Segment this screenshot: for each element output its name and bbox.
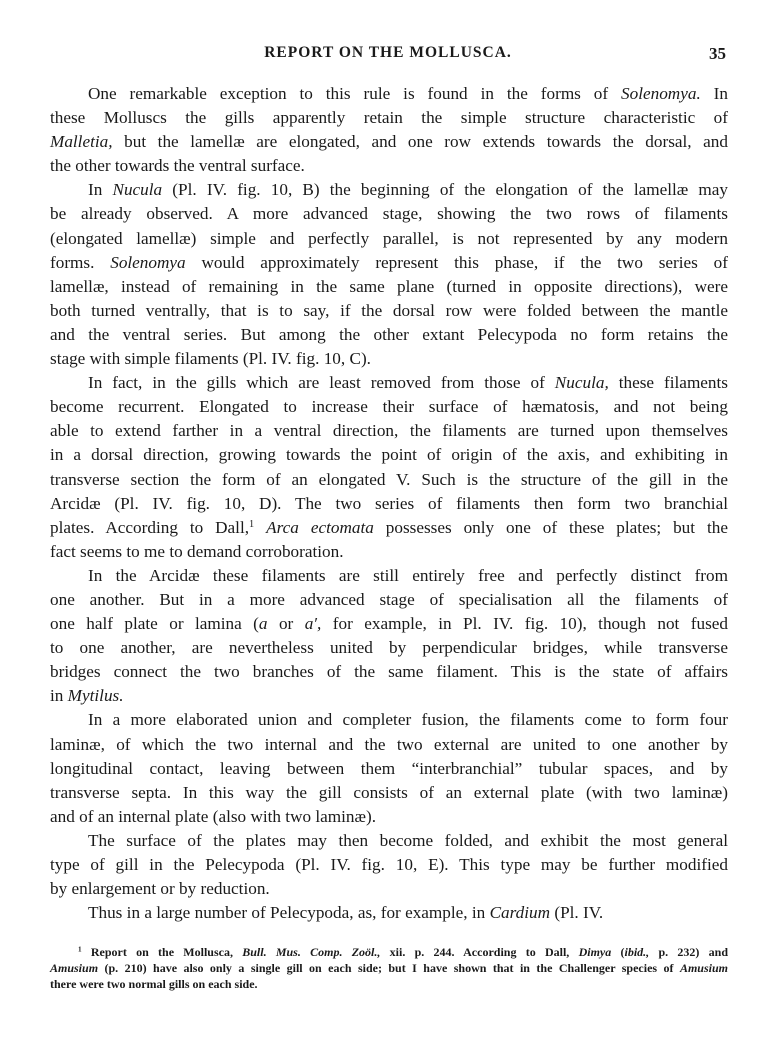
- italic-text: a′,: [304, 614, 322, 634]
- text-line: [50, 419, 728, 443]
- paragraph: [50, 829, 728, 901]
- text-run: by enlargement or by reduction.: [50, 879, 270, 899]
- italic-text: Dimya: [578, 945, 612, 959]
- text-line: [50, 154, 728, 178]
- text-run: and the ventral series. But among the other extant Pelecypoda no form retains the: [50, 324, 728, 344]
- text-run: Arcidæ (Pl. IV. fig. 10, D). The two series of filaments then form two branchial: [50, 493, 728, 513]
- text-run: in a dorsal direction, growing towards the point of origin of the axis, and exhibiting in: [50, 445, 728, 465]
- text-run: possesses only one of these plates; but the: [373, 517, 728, 537]
- text-line: [50, 660, 728, 684]
- running-head: REPORT ON THE MOLLUSCA.: [264, 44, 512, 61]
- footnote-line: [50, 960, 728, 976]
- text-line: [50, 564, 728, 588]
- italic-text: Amusium: [679, 961, 728, 975]
- text-run: (Pl. IV.: [550, 903, 604, 923]
- paragraph: [50, 371, 728, 564]
- text-run: for example, in Pl. IV. fig. 10), though not fused: [321, 614, 728, 634]
- text-line: [50, 130, 728, 154]
- italic-text: ibid.,: [624, 945, 650, 959]
- paragraph: [50, 178, 728, 371]
- text-line: [50, 202, 728, 226]
- text-run: in: [50, 686, 68, 706]
- text-run: In fact, in the gills which are least removed from those of: [88, 373, 555, 393]
- text-line: [50, 877, 728, 901]
- paragraph: [50, 82, 728, 178]
- text-line: [50, 395, 728, 419]
- text-line: [50, 733, 728, 757]
- text-line: [50, 901, 728, 925]
- italic-text: Malletia,: [50, 132, 113, 152]
- text-run: be already observed. A more advanced stage, showing the two rows of filaments: [50, 204, 728, 224]
- text-line: [50, 82, 728, 106]
- text-line: [50, 371, 728, 395]
- text-line: [50, 757, 728, 781]
- text-run: type of gill in the Pelecypoda (Pl. IV. fig. 10, E). This type may be further modified: [50, 855, 728, 874]
- text-run: (Pl. IV. fig. 10, B) the beginning of the elongation of the lamellæ may: [162, 180, 728, 200]
- italic-text: Nucula: [112, 180, 163, 200]
- paragraph: [50, 564, 728, 709]
- text-line: [50, 299, 728, 323]
- text-line: [50, 323, 728, 347]
- text-line: [50, 636, 728, 660]
- text-run: and of an internal plate (also with two laminæ).: [50, 806, 377, 826]
- text-line: [50, 612, 728, 636]
- text-run: these Molluscs the gills apparently retain the simple structure characteristic of: [50, 108, 728, 128]
- text-run: would approximately represent this phase, if the two series of: [185, 252, 728, 272]
- text-run: longitudinal contact, leaving between them “interbranchial” tubular spaces, and by: [50, 758, 728, 778]
- text-run: fact seems to me to demand corroboration.: [50, 541, 344, 561]
- text-run: In: [88, 180, 113, 200]
- text-run: there were two normal gills on each side.: [50, 977, 258, 991]
- italic-text: Bull. Mus. Comp. Zoöl.,: [242, 945, 381, 959]
- text-line: [50, 829, 728, 853]
- text-run: become recurrent. Elongated to increase their surface of hæmatosis, and not being: [50, 397, 728, 417]
- text-line: [50, 468, 728, 492]
- page-number: 35: [709, 44, 726, 63]
- paragraph: [50, 708, 728, 828]
- text-run: Report on the Mollusca,: [81, 945, 243, 959]
- footnote-line: [50, 976, 728, 992]
- text-run: lamellæ, instead of remaining in the same plane (turned in opposite directions), were: [50, 276, 728, 296]
- footnote-line: [50, 944, 728, 960]
- text-run: or: [267, 614, 305, 634]
- text-run: Thus in a large number of Pelecypoda, as, for example, in: [88, 903, 490, 923]
- text-run: able to extend farther in a ventral direction, the filaments are turned upon themselves: [50, 421, 728, 441]
- footnote-marker: 1: [249, 518, 255, 530]
- text-run: (p. 210) have also only a single gill on each side; but I have shown that in the Challenger species of: [98, 961, 680, 975]
- text-run: (: [611, 945, 625, 959]
- text-line: [50, 251, 728, 275]
- text-run: In the Arcidæ these filaments are still entirely free and perfectly distinct from: [88, 565, 728, 585]
- text-line: [50, 227, 728, 251]
- italic-text: a: [258, 614, 268, 634]
- text-line: [50, 588, 728, 612]
- text-line: [50, 540, 728, 564]
- text-line: [50, 516, 728, 540]
- footnote: [50, 944, 728, 992]
- italic-text: Cardium: [489, 903, 551, 923]
- text-run: laminæ, of which the two internal and the two external are united to one another by: [50, 734, 728, 754]
- text-run: to one another, are nevertheless united by perpendicular bridges, while transverse: [50, 638, 728, 658]
- italic-text: Solenomya.: [621, 84, 701, 103]
- text-run: but the lamellæ are elongated, and one row extends towards the dorsal, and: [112, 132, 728, 152]
- text-line: [50, 684, 728, 708]
- italic-text: Amusium: [50, 961, 99, 975]
- text-run: The surface of the plates may then become folded, and exhibit the most general: [88, 830, 728, 850]
- text-line: [50, 443, 728, 467]
- body-text: [50, 82, 728, 925]
- text-run: (elongated lamellæ) simple and perfectly parallel, is not represented by any modern: [50, 228, 728, 248]
- text-run: these filaments: [608, 373, 728, 393]
- text-run: forms.: [50, 252, 111, 272]
- text-line: [50, 853, 728, 877]
- text-line: [50, 106, 728, 130]
- text-run: p. 232) and: [649, 945, 728, 959]
- text-run: stage with simple filaments (Pl. IV. fig. 10, C).: [50, 349, 371, 369]
- page-header: [0, 44, 776, 68]
- text-run: In a more elaborated union and completer fusion, the filaments come to form four: [88, 710, 728, 730]
- text-run: transverse section the form of an elongated V. Such is the structure of the gill in the: [50, 469, 728, 489]
- text-run: one another. But in a more advanced stage of specialisation all the filaments of: [50, 589, 728, 609]
- italic-text: Arca ectomata: [266, 517, 374, 537]
- text-run: the other towards the ventral surface.: [50, 156, 305, 176]
- text-run: one half plate or lamina (: [50, 614, 259, 634]
- text-run: [254, 518, 266, 537]
- italic-text: Solenomya: [110, 252, 186, 272]
- text-run: transverse septa. In this way the gill consists of an external plate (with two laminæ): [50, 782, 728, 802]
- text-line: [50, 708, 728, 732]
- text-run: One remarkable exception to this rule is found in the forms of: [88, 84, 622, 103]
- text-line: [50, 178, 728, 202]
- text-run: plates. According to Dall,: [50, 517, 250, 537]
- text-run: xii. p. 244. According to Dall,: [380, 945, 579, 959]
- paragraph: [50, 901, 728, 925]
- italic-text: Mytilus.: [67, 686, 124, 706]
- text-run: In: [700, 84, 728, 103]
- text-line: [50, 492, 728, 516]
- footnote-marker: 1: [78, 945, 82, 954]
- text-line: [50, 781, 728, 805]
- text-run: both turned ventrally, that is to say, if the dorsal row were folded between the mantle: [50, 300, 728, 320]
- text-run: bridges connect the two branches of the same filament. This is the state of affairs: [50, 662, 728, 682]
- italic-text: Nucula,: [554, 373, 609, 393]
- text-line: [50, 275, 728, 299]
- text-line: [50, 805, 728, 829]
- text-line: [50, 347, 728, 371]
